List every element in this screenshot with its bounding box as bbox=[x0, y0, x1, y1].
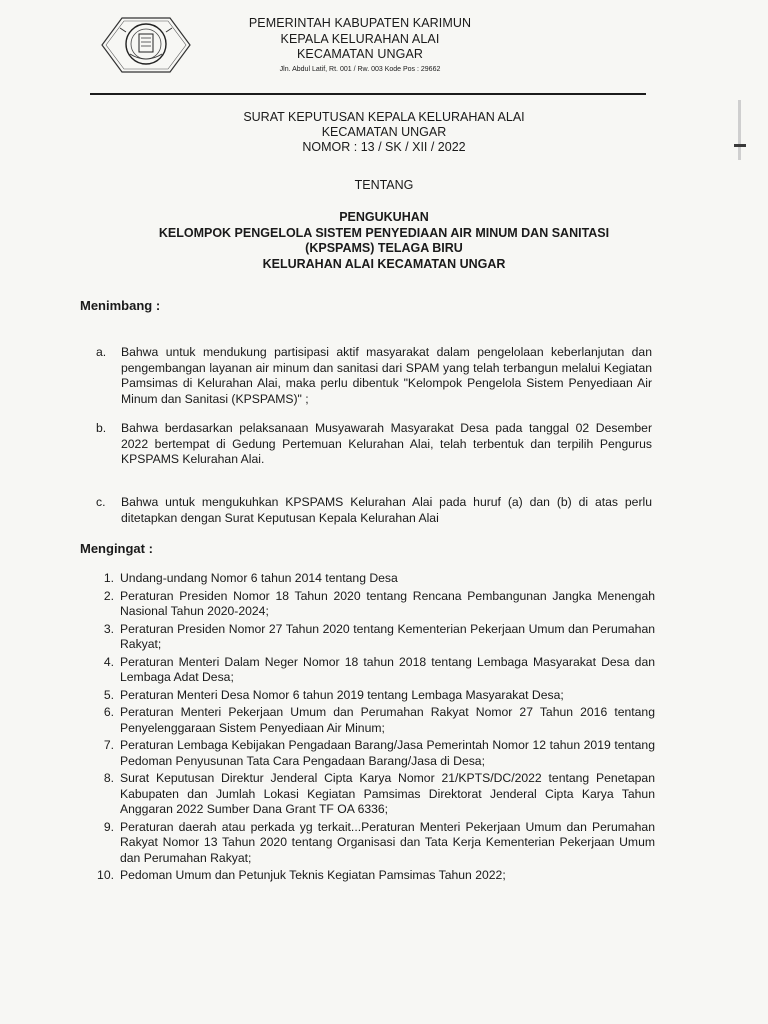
scan-edge-mark bbox=[734, 144, 746, 147]
decree-title-line1: SURAT KEPUTUSAN KEPALA KELURAHAN ALAI bbox=[243, 110, 525, 124]
list-item bbox=[95, 655, 655, 686]
decree-title-line2: KECAMATAN UNGAR bbox=[321, 125, 447, 139]
list-item-text: Peraturan Lembaga Kebijakan Pengadaan Barang/Jasa Pemerintah Nomor 12 tahun 2019 tentang Pedoman Penyusunan Tata Cara Pengadaan Barang/Jasa di Desa; bbox=[120, 738, 655, 768]
list-item-text: Peraturan Presiden Nomor 18 Tahun 2020 tentang Rencana Pembangunan Jangka Menengah Nasional Tahun 2020-2024; bbox=[120, 588, 655, 618]
list-item-number: 9. bbox=[103, 819, 114, 834]
list-item bbox=[95, 688, 655, 704]
consideration-label: a. bbox=[96, 345, 107, 359]
list-item-text: Undang-undang Nomor 6 tahun 2014 tentang Desa bbox=[120, 571, 398, 585]
list-item-text: Peraturan Presiden Nomor 27 Tahun 2020 tentang Kementerian Pekerjaan Umum dan Perumahan Rakyat; bbox=[120, 621, 655, 651]
letterhead-address: Jln. Abdul Latif, Rt. 001 / Rw. 003 Kode Pos : 29662 bbox=[279, 65, 441, 73]
letterhead-divider bbox=[90, 93, 646, 95]
consideration-b bbox=[96, 421, 652, 468]
subject-line4: KELURAHAN ALAI KECAMATAN UNGAR bbox=[262, 256, 506, 271]
subject-line1: PENGUKUHAN bbox=[339, 210, 429, 224]
list-item bbox=[95, 738, 655, 769]
decree-title bbox=[0, 110, 768, 155]
consideration-label: b. bbox=[96, 421, 107, 435]
list-item bbox=[95, 622, 655, 653]
regency-emblem-icon bbox=[96, 14, 196, 76]
letterhead-district: KECAMATAN UNGAR bbox=[296, 47, 424, 61]
list-item-text: Peraturan Menteri Pekerjaan Umum dan Perumahan Rakyat Nomor 27 Tahun 2016 tentang Penyelenggaraan Sistem Penyediaan Air Minum; bbox=[120, 705, 655, 735]
consideration-text: Bahwa berdasarkan pelaksanaan Musyawarah Masyarakat Desa pada tanggal 02 Desember 2022 bertempat di Gedung Pertemuan Kelurahan Alai, telah terbentuk dan terpilih Pengurus KPSPAMS Kelurahan Alai. bbox=[121, 421, 652, 466]
list-item bbox=[95, 571, 655, 587]
consideration-text: Bahwa untuk mengukuhkan KPSPAMS Kelurahan Alai pada huruf (a) dan (b) di atas perlu ditetapkan dengan Surat Keputusan Kepala Kelurahan Alai bbox=[121, 495, 652, 525]
consideration-label: c. bbox=[96, 495, 106, 509]
list-item-text: Peraturan daerah atau perkada yg terkait...Peraturan Menteri Pekerjaan Umum dan Perumahan Rakyat Nomor 13 Tahun 2020 tentang Organisasi dan Tata Kerja Kementerian Pekerjaan Umum dan Perumahan Rakyat; bbox=[120, 819, 655, 865]
decree-number: NOMOR : 13 / SK / XII / 2022 bbox=[302, 140, 466, 154]
list-item bbox=[95, 589, 655, 620]
list-item-text: Peraturan Menteri Dalam Neger Nomor 18 tahun 2018 tentang Lembaga Masyarakat Desa dan Lembaga Adat Desa; bbox=[120, 654, 655, 684]
list-item-number: 6. bbox=[103, 705, 114, 719]
list-item-number: 1. bbox=[103, 571, 114, 585]
list-item-number: 10. bbox=[97, 868, 114, 882]
legal-basis-list bbox=[95, 571, 655, 886]
list-item-number: 5. bbox=[103, 687, 114, 702]
list-item-text: Peraturan Menteri Desa Nomor 6 tahun 2019 tentang Lembaga Masyarakat Desa; bbox=[120, 687, 564, 702]
consideration-a bbox=[96, 345, 652, 407]
about-label: TENTANG bbox=[354, 178, 414, 192]
menimbang-heading: Menimbang : bbox=[80, 298, 161, 313]
consideration-text: Bahwa untuk mendukung partisipasi aktif masyarakat dalam pengelolaan keberlanjutan dan pengembangan layanan air minum dan sanitasi dari SPAM yang telah terbangun melalui Kegiatan Pamsimas di Kelurahan Alai, maka perlu dibentuk "Kelompok Pengelola Sistem Penyediaan Air Minum dan Sanitasi (KPSPAMS)" ; bbox=[121, 345, 652, 406]
list-item-number: 4. bbox=[103, 654, 114, 669]
subject-line2: KELOMPOK PENGELOLA SISTEM PENYEDIAAN AIR MINUM DAN SANITASI bbox=[158, 225, 610, 240]
list-item bbox=[95, 771, 655, 818]
letterhead bbox=[200, 16, 520, 76]
scan-edge-shadow bbox=[738, 100, 741, 160]
list-item bbox=[95, 820, 655, 867]
list-item-number: 2. bbox=[103, 588, 114, 603]
list-item bbox=[95, 705, 655, 736]
list-item-text: Pedoman Umum dan Petunjuk Teknis Kegiatan Pamsimas Tahun 2022; bbox=[120, 868, 506, 882]
letterhead-office: KEPALA KELURAHAN ALAI bbox=[280, 31, 440, 46]
letterhead-government: PEMERINTAH KABUPATEN KARIMUN bbox=[248, 16, 472, 30]
consideration-c bbox=[96, 495, 652, 526]
subject-line3: (KPSPAMS) TELAGA BIRU bbox=[305, 241, 463, 255]
list-item-number: 7. bbox=[103, 738, 114, 752]
list-item bbox=[95, 868, 655, 884]
list-item-number: 3. bbox=[103, 621, 114, 636]
list-item-number: 8. bbox=[103, 771, 114, 785]
mengingat-heading: Mengingat : bbox=[80, 541, 153, 556]
list-item-text: Surat Keputusan Direktur Jenderal Cipta Karya Nomor 21/KPTS/DC/2022 tentang Penetapan Kabupaten dan Jumlah Lokasi Kegiatan Pamsimas Direktorat Jenderal Cipta Karya Tahun Anggaran 2022 Sumber Dana Grant TF OA 6336; bbox=[120, 771, 655, 816]
decree-subject bbox=[0, 210, 768, 272]
